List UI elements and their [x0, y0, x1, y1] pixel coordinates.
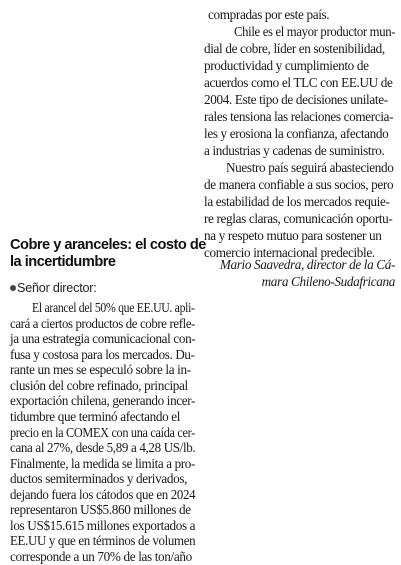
body-line: clusión del cobre refinado, principal — [10, 377, 188, 393]
left-column — [10, 0, 206, 565]
signature-line: mara Chileno-Sudafricana — [261, 274, 395, 289]
body-line: cana al 27%, desde 5,89 a 4,28 US/lb. — [10, 440, 196, 456]
body-line: productividad y cumplimiento de — [204, 58, 369, 73]
body-line: 2004. Este tipo de decisiones unilate- — [204, 92, 388, 107]
body-line: ductos semiterminados y derivados, — [10, 471, 188, 487]
body-line: a industrias y cadenas de suministro. — [204, 143, 385, 158]
body-line: fusa y costosa para los mercados. Du- — [10, 346, 195, 362]
body-line: dejando fuera los cátodos que en 2024 — [10, 486, 196, 502]
signature-line: Mario Saavedra, director de la Cá- — [219, 257, 395, 272]
body-line: la estabilidad de los mercados requie- — [204, 194, 390, 209]
body-line: re reglas claras, comunicación oportu- — [204, 211, 393, 226]
body-line: los US$15.615 millones exportados a — [10, 517, 196, 533]
body-line: exportación chilena, generando incer- — [10, 393, 196, 409]
body-line: ja una estrategia comunicacional con- — [10, 331, 196, 347]
body-line: acuerdos como el TLC con EE.UU de — [204, 75, 393, 90]
body-line: representaron US$5.860 millones de — [10, 502, 191, 518]
salutation — [10, 280, 97, 296]
body-line: compradas por este país. — [208, 7, 330, 22]
salutation-text: Señor director: — [17, 281, 97, 295]
body-line: El arancel del 50% que EE.UU. apli- — [32, 300, 195, 315]
body-line: dial de cobre, líder en sostenibilidad, — [204, 41, 385, 56]
headline-line: la incertidumbre — [10, 254, 116, 270]
body-line: Finalmente, la medida se limita a pro- — [10, 455, 195, 471]
right-column — [204, 0, 395, 565]
body-line: precio en la COMEX con una caída cer- — [10, 424, 195, 440]
letter-headline — [10, 237, 206, 271]
body-line: EE.UU y que en términos de volumen — [10, 533, 196, 549]
body-line: corresponde a un 70% de las ton/año — [10, 549, 192, 564]
body-line: na y respeto mutuo para sostener un — [204, 228, 382, 243]
headline-line: Cobre y aranceles: el costo de — [10, 237, 206, 253]
body-line: Chile es el mayor productor mun- — [234, 24, 396, 39]
body-line: cará a ciertos productos de cobre refle- — [10, 315, 196, 331]
body-line: rante un mes se especuló sobre la in- — [10, 362, 191, 378]
body-line: tidumbre que terminó afectando el — [10, 408, 181, 424]
body-line: de manera confiable a sus socios, pero — [204, 177, 394, 192]
body-line: comercio internacional predecible. — [204, 245, 375, 260]
body-line: Nuestro país seguirá abasteciendo — [226, 160, 394, 175]
body-line: les y erosiona la confianza, afectando — [204, 126, 389, 141]
bullet-dot-icon — [10, 285, 16, 291]
body-line: rales tensiona las relaciones comercia- — [204, 109, 394, 124]
